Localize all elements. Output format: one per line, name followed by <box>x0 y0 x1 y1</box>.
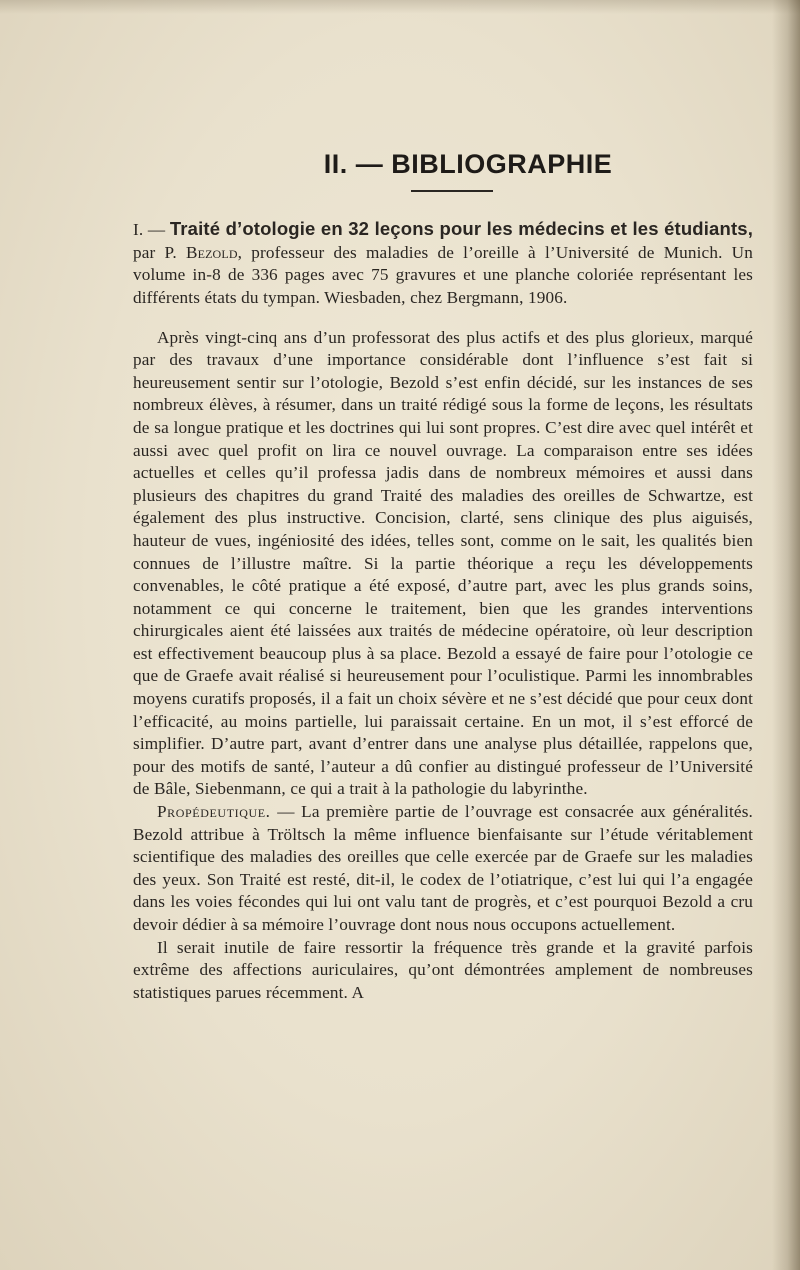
entry-by: par P. <box>133 242 186 262</box>
review-paragraph-3: Il serait inutile de faire ressortir la fréquence très grande et la gravité parfois extrême des affections auriculaires, qu’ont démontrées amplement de nombreuses statistiques parues récemment. A <box>133 937 753 1002</box>
bibliography-entry <box>133 218 753 309</box>
entry-details: , professeur des maladies de l’oreille à l’Université de Munich. Un volume in-8 de 336 pages avec 75 gravures et une planche coloriée représentant les différents états du tympan. Wiesbaden, chez Bergmann, 1906. <box>133 242 753 307</box>
page-spine-shadow <box>772 0 800 1270</box>
book-title: Traité d’otologie en 32 leçons pour les médecins et les étudiants, <box>169 218 753 239</box>
review-paragraph-2 <box>133 801 753 937</box>
entry-number: I. — <box>133 220 170 239</box>
page-top-shadow <box>0 0 800 14</box>
review-paragraph-1: Après vingt-cinq ans d’un professorat des plus actifs et des plus glorieux, marqué par des travaux d’une importance considérable dont l’influence s’est fait si heureusement sentir sur l’otologie, Bezold s’est enfin décidé, sur les instances de ses nombreux élèves, à résumer, dans un traité rédigé sous la forme de leçons, les résultats de sa longue pratique et les doctrines qui lui sont propres. C’est dire avec quel intérêt et aussi avec quel profit on lira ce nouvel ouvrage. La comparaison entre ses idées actuelles et celles qu’il professa jadis dans de nombreux mémoires et aussi dans plusieurs des chapitres du grand Traité des maladies des oreilles de Schwartze, est également des plus instructive. Concision, clarté, sens clinique des plus aiguisés, hauteur de vues, ingéniosité des idées, telles sont, comme on le sait, les qualités bien connues de l’illustre maître. Si la partie théorique a reçu les développements convenables, le côté pratique a été exposé, d’autre part, avec les plus grands soins, notamment ce qui concerne le traitement, bien que les grandes interventions chirurgicales aient été laissées aux traités de médecine opératoire, où leur description est effectivement beaucoup plus à sa place. Bezold a essayé de faire pour l’otologie ce que de Graefe avait réalisé si heureusement pour l’oculistique. Parmi les innombrables moyens curatifs proposés, il a fait un choix sévère et ne s’est décidé que pour ceux dont l’efficacité, au moins partielle, lui paraissait certaine. En un mot, il s’est efforcé de simplifier. D’autre part, avant d’entrer dans une analyse plus détaillée, rappelons que, pour des motifs de santé, l’auteur a dû confier au distingué professeur de l’Université de Bâle, Siebenmann, ce qui a trait à la pathologie du labyrinthe. <box>133 327 753 799</box>
title-rule <box>411 190 493 192</box>
section-text: — La première partie de l’ouvrage est consacrée aux généralités. Bezold attribue à Tröltsch la même influence bienfaisante sur l’étude véritablement scientifique des maladies des oreilles que celle exercée par de Graefe sur les maladies des yeux. Son Traité est resté, dit-il, le codex de l’otiatrique, c’est lui qui l’a engagée dans les voies fécondes qui lui ont valu tant de progrès, et c’est pourquoi Bezold a cru devoir dédier à sa mémoire l’ouvrage dont nous nous occupons actuellement. <box>133 802 753 934</box>
chapter-title: II. — BIBLIOGRAPHIE <box>323 149 613 179</box>
entry-author: Bezold <box>185 242 238 262</box>
page-content <box>133 142 753 1004</box>
section-lead: Propédeutique. <box>157 802 271 822</box>
